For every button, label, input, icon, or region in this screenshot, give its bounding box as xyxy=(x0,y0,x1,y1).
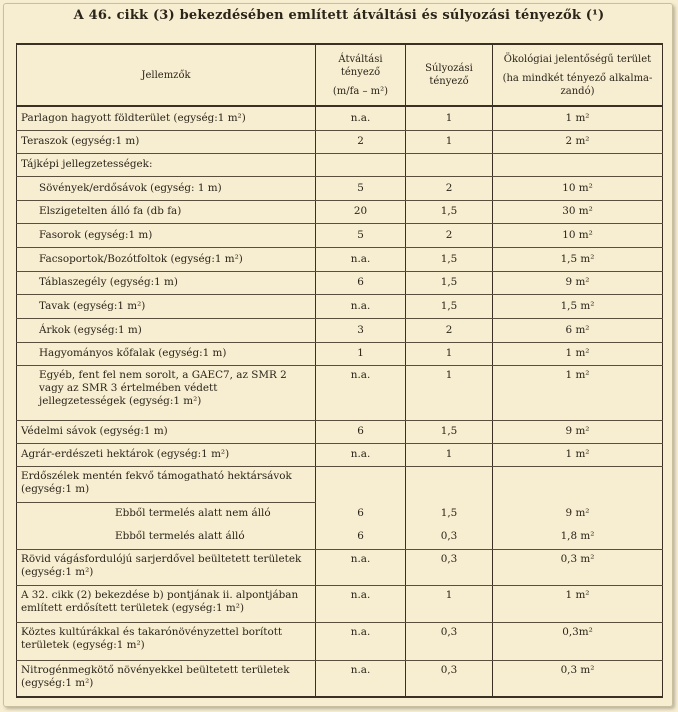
row-label: A 32. cikk (2) bekezdése b) pontjának ii. alpontjában említett erdősített területek (egység:1 m²) xyxy=(17,585,316,622)
row-weighting: 2 xyxy=(406,318,493,342)
row-weighting: 2 xyxy=(406,223,493,247)
row-conversion: 5 xyxy=(316,176,406,200)
row-area: 2 m² xyxy=(493,130,663,153)
row-area: 9 m² xyxy=(493,271,663,294)
row-area: 0,3 m² xyxy=(493,660,663,697)
row-weighting: 0,3 xyxy=(406,524,493,549)
row-weighting: 1,5 xyxy=(406,247,493,271)
row-area: 1 m² xyxy=(493,342,663,365)
row-area: 0,3m² xyxy=(493,622,663,660)
header-conversion-unit: (m/fa – m²) xyxy=(332,85,389,97)
header-ecological-line2: (ha mindkét tényező alkalma- xyxy=(502,72,653,84)
row-label: Egyéb, fent fel nem sorolt, a GAEC7, az SMR 2 vagy az SMR 3 értelmében védett jellegzetességek (egység:1 m²) xyxy=(17,365,316,420)
row-area: 10 m² xyxy=(493,176,663,200)
row-label: Tájképi jellegzetességek: xyxy=(17,153,316,176)
row-weighting: 1 xyxy=(406,130,493,153)
table-row xyxy=(17,443,663,466)
factors-table xyxy=(16,43,663,698)
row-weighting xyxy=(406,153,493,176)
row-conversion: n.a. xyxy=(316,585,406,622)
row-conversion: n.a. xyxy=(316,622,406,660)
row-label: Fasorok (egység:1 m) xyxy=(17,223,316,247)
table-row-section-heading xyxy=(17,153,663,176)
row-label: Rövid vágásfordulójú sarjerdővel beültetett területek (egység:1 m²) xyxy=(17,549,316,585)
header-weighting-line2: tényező xyxy=(429,76,469,87)
table-header-row xyxy=(17,44,663,106)
table-row xyxy=(17,365,663,420)
row-area: 30 m² xyxy=(493,200,663,223)
row-label: Teraszok (egység:1 m) xyxy=(17,130,316,153)
row-weighting xyxy=(406,466,493,502)
row-area: 1 m² xyxy=(493,365,663,420)
row-area: 1,5 m² xyxy=(493,294,663,318)
row-weighting: 1 xyxy=(406,342,493,365)
header-ecological-line3: zandó) xyxy=(560,85,595,97)
row-area: 1,5 m² xyxy=(493,247,663,271)
table-row xyxy=(17,271,663,294)
row-conversion: 6 xyxy=(316,524,406,549)
row-weighting: 1,5 xyxy=(406,502,493,524)
row-weighting: 1,5 xyxy=(406,271,493,294)
row-conversion: n.a. xyxy=(316,365,406,420)
row-weighting: 0,3 xyxy=(406,660,493,697)
row-area: 1 m² xyxy=(493,106,663,130)
row-label: Facsoportok/Bozótfoltok (egység:1 m²) xyxy=(17,247,316,271)
row-conversion: 5 xyxy=(316,223,406,247)
row-conversion xyxy=(316,466,406,502)
header-weighting-factor xyxy=(406,44,493,106)
table-row xyxy=(17,622,663,660)
row-label: Parlagon hagyott földterület (egység:1 m²) xyxy=(17,106,316,130)
row-label: Köztes kultúrákkal és takarónövényzettel borított területek (egység:1 m²) xyxy=(17,622,316,660)
row-area: 1,8 m² xyxy=(493,524,663,549)
header-weighting-line1: Súlyozási xyxy=(425,63,473,74)
row-weighting: 1,5 xyxy=(406,294,493,318)
row-weighting: 0,3 xyxy=(406,622,493,660)
table-row xyxy=(17,585,663,622)
row-label: Táblaszegély (egység:1 m) xyxy=(17,271,316,294)
table-row xyxy=(17,106,663,130)
table-row-group-heading xyxy=(17,466,663,502)
row-conversion: n.a. xyxy=(316,443,406,466)
row-label: Ebből termelés alatt nem álló xyxy=(17,502,316,524)
header-conversion-line1: Átváltási xyxy=(338,53,383,65)
row-area xyxy=(493,466,663,502)
row-conversion: 1 xyxy=(316,342,406,365)
row-conversion xyxy=(316,153,406,176)
header-ecological-area xyxy=(493,44,663,106)
table-row xyxy=(17,294,663,318)
row-area: 0,3 m² xyxy=(493,549,663,585)
row-conversion: n.a. xyxy=(316,294,406,318)
table-row xyxy=(17,524,663,549)
row-conversion: 6 xyxy=(316,502,406,524)
page-title: A 46. cikk (3) bekezdésében említett átváltási és súlyozási tényezők (¹) xyxy=(73,8,605,23)
row-weighting: 1 xyxy=(406,106,493,130)
row-weighting: 1,5 xyxy=(406,200,493,223)
row-area: 6 m² xyxy=(493,318,663,342)
row-area: 1 m² xyxy=(493,585,663,622)
row-label: Nitrogénmegkötő növényekkel beültetett területek (egység:1 m²) xyxy=(17,660,316,697)
row-area: 10 m² xyxy=(493,223,663,247)
table-row xyxy=(17,318,663,342)
row-label: Ebből termelés alatt álló xyxy=(17,524,316,549)
row-label: Védelmi sávok (egység:1 m) xyxy=(17,420,316,443)
row-weighting: 1 xyxy=(406,585,493,622)
table-row xyxy=(17,223,663,247)
row-weighting: 0,3 xyxy=(406,549,493,585)
row-conversion: n.a. xyxy=(316,247,406,271)
row-weighting: 1 xyxy=(406,365,493,420)
row-label: Elszigetelten álló fa (db fa) xyxy=(17,200,316,223)
table-row xyxy=(17,247,663,271)
row-label: Sövények/erdősávok (egység: 1 m) xyxy=(17,176,316,200)
row-area: 1 m² xyxy=(493,443,663,466)
table-row xyxy=(17,176,663,200)
row-weighting: 2 xyxy=(406,176,493,200)
header-conversion-factor xyxy=(316,44,406,106)
table-row xyxy=(17,130,663,153)
table-row xyxy=(17,660,663,697)
row-conversion: n.a. xyxy=(316,549,406,585)
row-area: 9 m² xyxy=(493,420,663,443)
header-characteristics: Jellemzők xyxy=(17,44,316,106)
row-conversion: 2 xyxy=(316,130,406,153)
row-conversion: n.a. xyxy=(316,106,406,130)
table-row xyxy=(17,200,663,223)
row-conversion: 6 xyxy=(316,420,406,443)
table-row xyxy=(17,420,663,443)
row-label: Hagyományos kőfalak (egység:1 m) xyxy=(17,342,316,365)
row-conversion: 3 xyxy=(316,318,406,342)
table-row xyxy=(17,549,663,585)
row-area: 9 m² xyxy=(493,502,663,524)
row-label: Erdőszélek mentén fekvő támogatható hektársávok (egység:1 m) xyxy=(17,466,316,502)
header-ecological-line1: Ökológiai jelentőségű terület xyxy=(503,53,652,65)
row-weighting: 1,5 xyxy=(406,420,493,443)
header-conversion-line2: tényező xyxy=(340,66,381,78)
row-label: Árkok (egység:1 m) xyxy=(17,318,316,342)
table-row xyxy=(17,342,663,365)
row-conversion: n.a. xyxy=(316,660,406,697)
table-row xyxy=(17,502,663,524)
row-conversion: 6 xyxy=(316,271,406,294)
row-area xyxy=(493,153,663,176)
row-weighting: 1 xyxy=(406,443,493,466)
row-conversion: 20 xyxy=(316,200,406,223)
row-label: Agrár-erdészeti hektárok (egység:1 m²) xyxy=(17,443,316,466)
row-label: Tavak (egység:1 m²) xyxy=(17,294,316,318)
